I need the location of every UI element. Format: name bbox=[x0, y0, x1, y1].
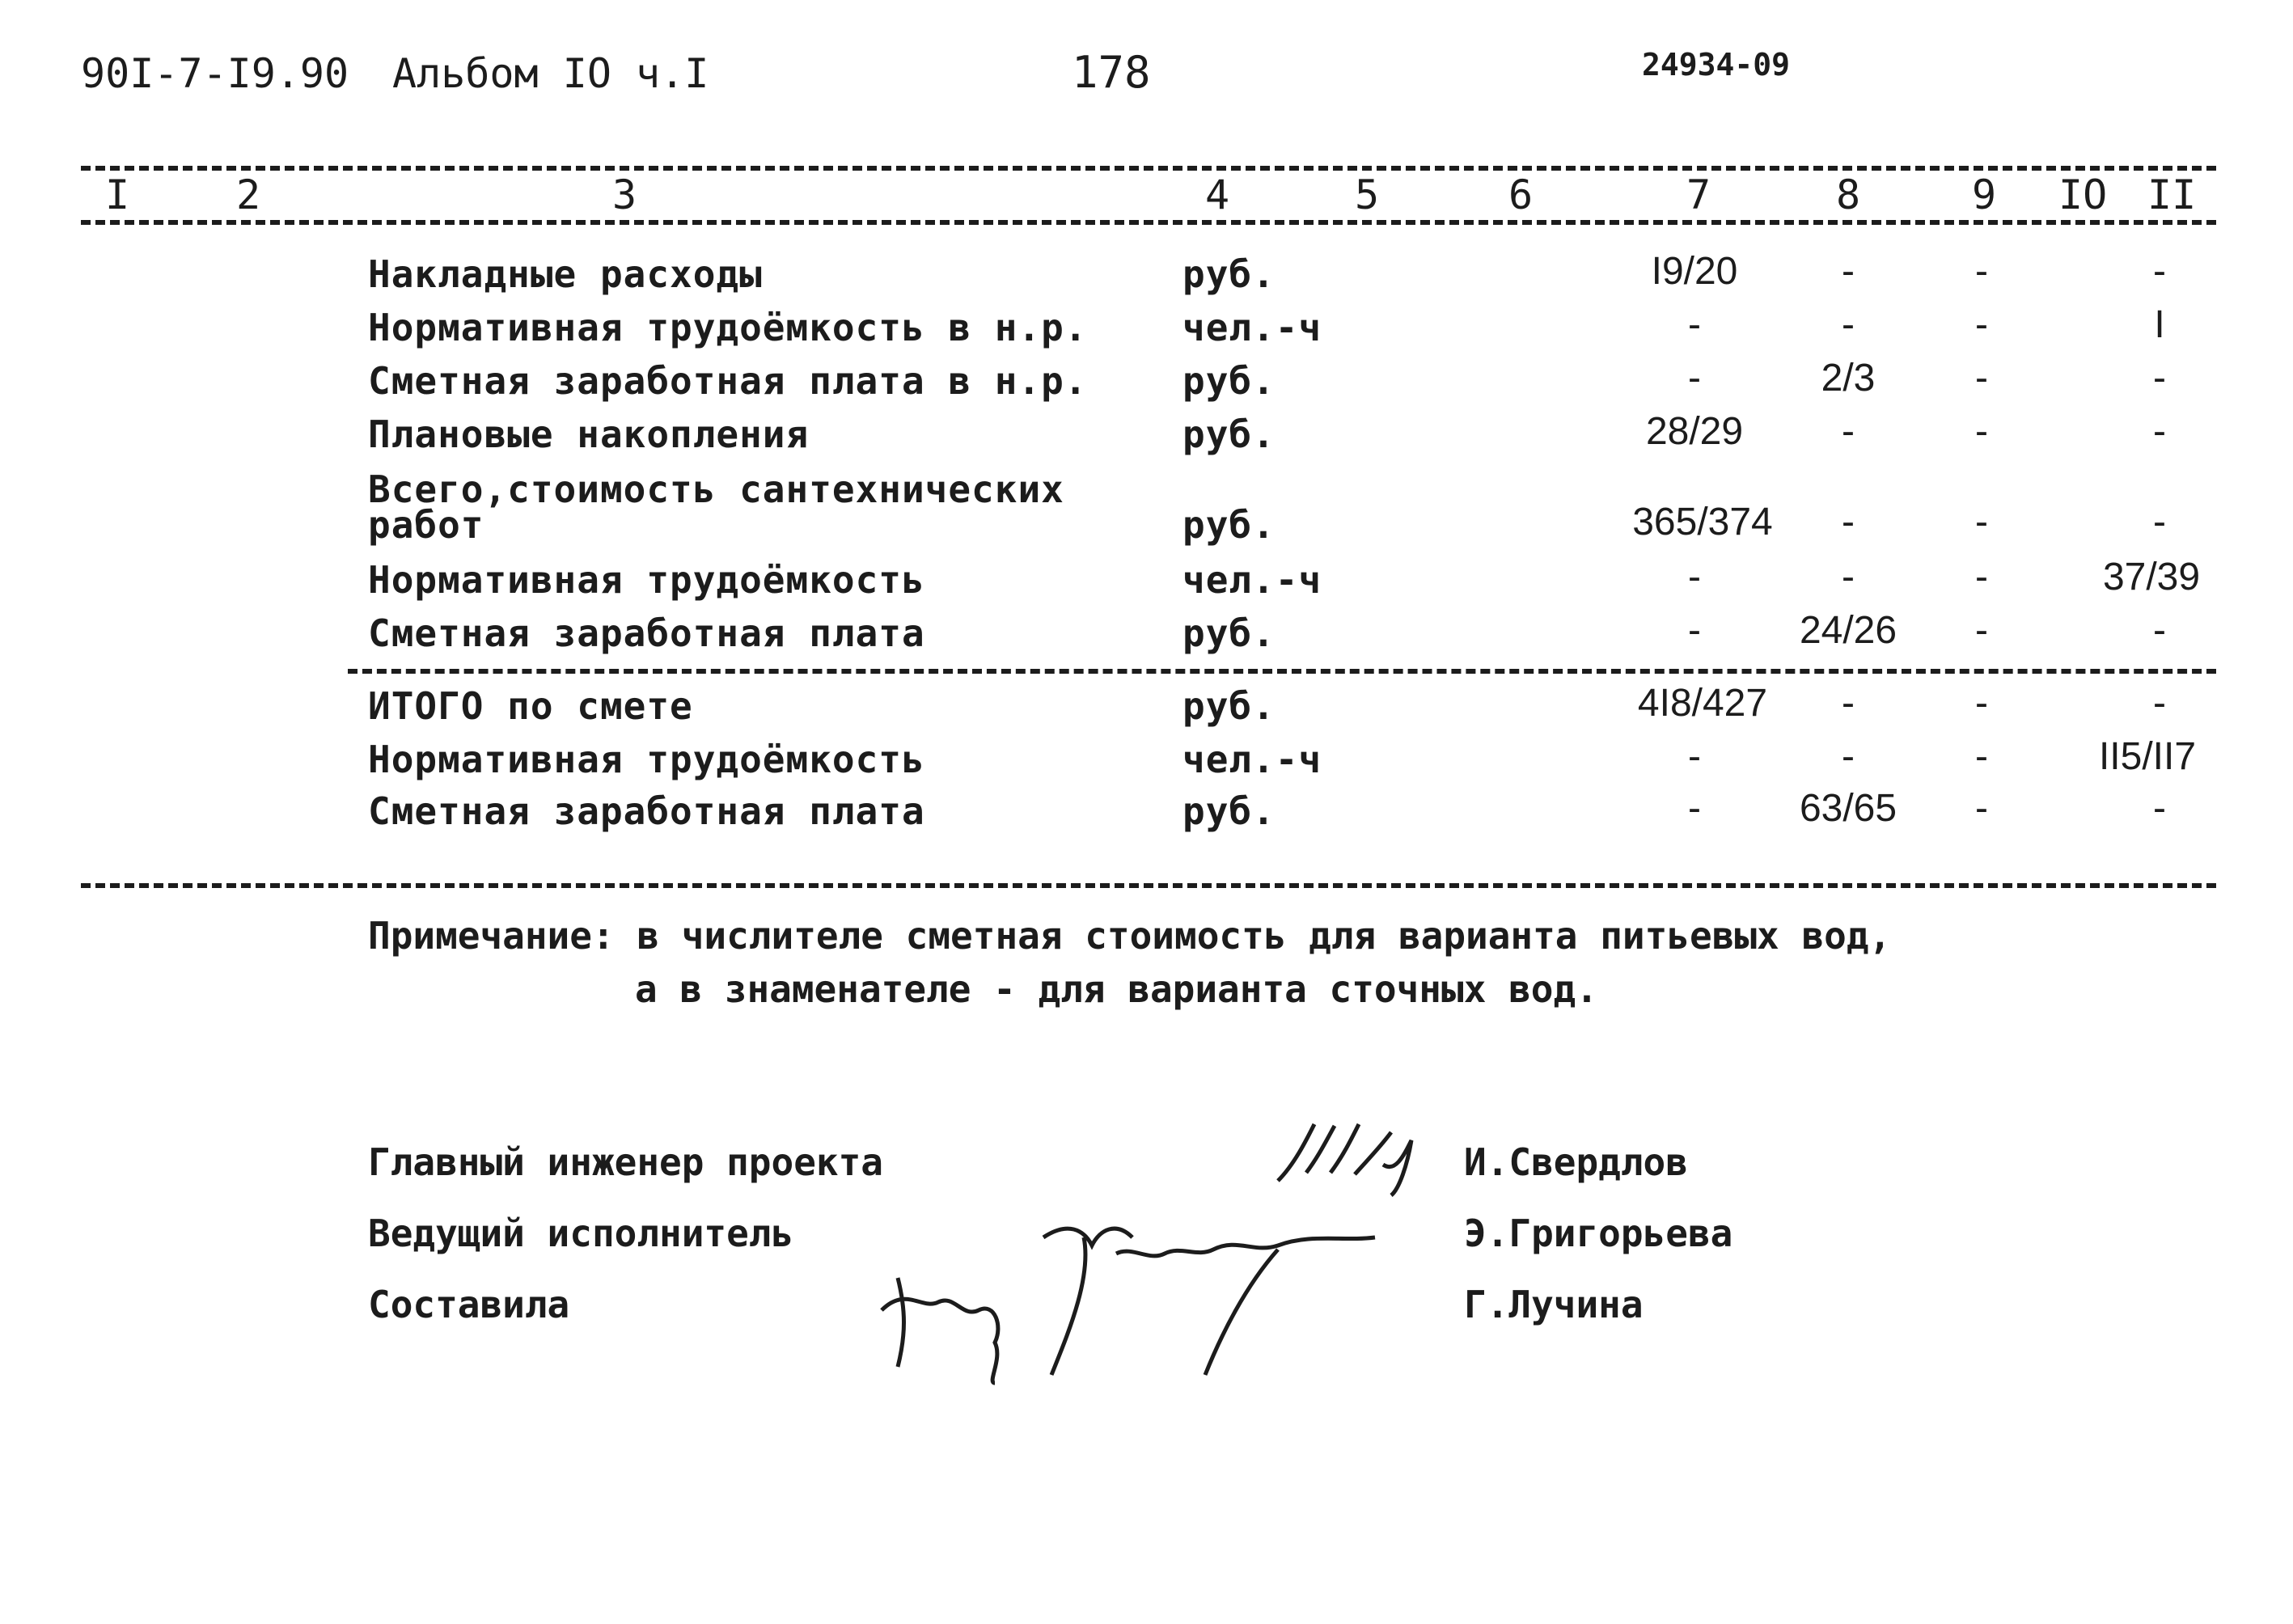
row-unit: чел.-ч bbox=[1182, 306, 1322, 349]
column-number-3: 3 bbox=[612, 171, 637, 218]
cell-col8: - bbox=[1842, 303, 1855, 346]
signature-name-compiler: Г.Лучина bbox=[1464, 1283, 1644, 1326]
row-label: Сметная заработная плата bbox=[368, 789, 925, 833]
cell-col11: - bbox=[2153, 410, 2166, 453]
cell-col8: - bbox=[1842, 556, 1855, 598]
column-header-rule bbox=[81, 220, 2216, 225]
row-label: Сметная заработная плата в н.р. bbox=[368, 359, 1088, 403]
column-number-8: 8 bbox=[1836, 171, 1861, 218]
handwritten-signature-luchina bbox=[874, 1262, 1035, 1391]
column-number-9: 9 bbox=[1972, 171, 1997, 218]
row-unit: руб. bbox=[1182, 503, 1276, 547]
cell-col9: - bbox=[1975, 357, 1988, 400]
cell-col9: - bbox=[1975, 787, 1988, 830]
cell-col9: - bbox=[1975, 682, 1988, 725]
column-number-7: 7 bbox=[1686, 171, 1711, 218]
cell-col11: II5/II7 bbox=[2098, 735, 2197, 778]
cell-col8: - bbox=[1842, 250, 1855, 293]
row-label: Нормативная трудоёмкость в н.р. bbox=[368, 306, 1088, 349]
cell-col11: - bbox=[2153, 357, 2166, 400]
page-number: 178 bbox=[1072, 47, 1151, 98]
cell-col11: I bbox=[2154, 303, 2165, 346]
handwritten-signature-grigorieva bbox=[1035, 1205, 1391, 1399]
column-number-11: II bbox=[2147, 171, 2197, 218]
document-code: 90I-7-I9.90 bbox=[81, 50, 349, 97]
row-label: Сметная заработная плата bbox=[368, 611, 925, 655]
inventory-stamp: 24934-09 bbox=[1642, 47, 1791, 82]
cell-col8: 24/26 bbox=[1799, 609, 1897, 652]
total-separator-rule bbox=[348, 669, 2216, 674]
cell-col8: - bbox=[1842, 735, 1855, 778]
row-label: Нормативная трудоёмкость bbox=[368, 738, 925, 781]
cell-col8: - bbox=[1842, 410, 1855, 453]
note-line-1: Примечание: в числителе сметная стоимость для варианта питьевых вод, bbox=[368, 914, 1892, 958]
table-top-rule bbox=[81, 166, 2216, 171]
row-unit: чел.-ч bbox=[1182, 738, 1322, 781]
cell-col7: - bbox=[1688, 735, 1701, 778]
row-unit: руб. bbox=[1182, 252, 1276, 296]
cell-col8: 2/3 bbox=[1821, 357, 1876, 400]
signature-name-chief-engineer: И.Свердлов bbox=[1464, 1140, 1688, 1184]
cell-col11: 37/39 bbox=[2102, 556, 2201, 598]
cell-col11: - bbox=[2153, 787, 2166, 830]
cell-col9: - bbox=[1975, 609, 1988, 652]
row-label: Всего,стоимость сантехнических bbox=[368, 467, 1064, 511]
row-unit: руб. bbox=[1182, 789, 1276, 833]
cell-col9: - bbox=[1975, 250, 1988, 293]
column-number-5: 5 bbox=[1355, 171, 1380, 218]
cell-col9: - bbox=[1975, 556, 1988, 598]
signature-name-lead: Э.Григорьева bbox=[1464, 1212, 1733, 1255]
cell-col7: 4I8/427 bbox=[1637, 682, 1768, 725]
row-unit: руб. bbox=[1182, 412, 1276, 456]
cell-col9: - bbox=[1975, 501, 1988, 543]
row-label: ИТОГО по смете bbox=[368, 684, 693, 728]
cell-col9: - bbox=[1975, 735, 1988, 778]
cell-col7: I9/20 bbox=[1651, 250, 1738, 293]
row-label-continuation: работ bbox=[368, 503, 484, 547]
cell-col9: - bbox=[1975, 410, 1988, 453]
row-label: Накладные расходы bbox=[368, 252, 763, 296]
cell-col9: - bbox=[1975, 303, 1988, 346]
cell-col11: - bbox=[2153, 501, 2166, 543]
column-number-2: 2 bbox=[236, 171, 261, 218]
row-label: Плановые накопления bbox=[368, 412, 810, 456]
row-label: Нормативная трудоёмкость bbox=[368, 558, 925, 602]
signature-role-lead: Ведущий исполнитель bbox=[368, 1212, 794, 1255]
row-unit: чел.-ч bbox=[1182, 558, 1322, 602]
album-label: Альбом IО ч.I bbox=[392, 50, 709, 97]
row-unit: руб. bbox=[1182, 611, 1276, 655]
cell-col11: - bbox=[2153, 682, 2166, 725]
cell-col11: - bbox=[2153, 609, 2166, 652]
column-number-4: 4 bbox=[1205, 171, 1230, 218]
signature-role-chief-engineer: Главный инженер проекта bbox=[368, 1140, 883, 1184]
cell-col7: - bbox=[1688, 303, 1701, 346]
cell-col7: - bbox=[1688, 609, 1701, 652]
table-bottom-rule bbox=[81, 883, 2216, 888]
column-number-10: IО bbox=[2058, 171, 2108, 218]
cell-col8: - bbox=[1842, 501, 1855, 543]
row-unit: руб. bbox=[1182, 359, 1276, 403]
cell-col7: - bbox=[1688, 357, 1701, 400]
cell-col8: 63/65 bbox=[1799, 787, 1897, 830]
row-unit: руб. bbox=[1182, 684, 1276, 728]
column-number-1: I bbox=[105, 171, 130, 218]
cell-col7: 28/29 bbox=[1645, 410, 1744, 453]
signature-role-compiler: Составила bbox=[368, 1283, 570, 1326]
cell-col11: - bbox=[2153, 250, 2166, 293]
cell-col8: - bbox=[1842, 682, 1855, 725]
column-number-6: 6 bbox=[1508, 171, 1534, 218]
handwritten-signature-sverdlov bbox=[1270, 1116, 1432, 1197]
note-line-2: а в знаменателе - для варианта сточных вод. bbox=[635, 967, 1598, 1011]
cell-col7: 365/374 bbox=[1632, 501, 1773, 543]
cell-col7: - bbox=[1688, 556, 1701, 598]
cell-col7: - bbox=[1688, 787, 1701, 830]
